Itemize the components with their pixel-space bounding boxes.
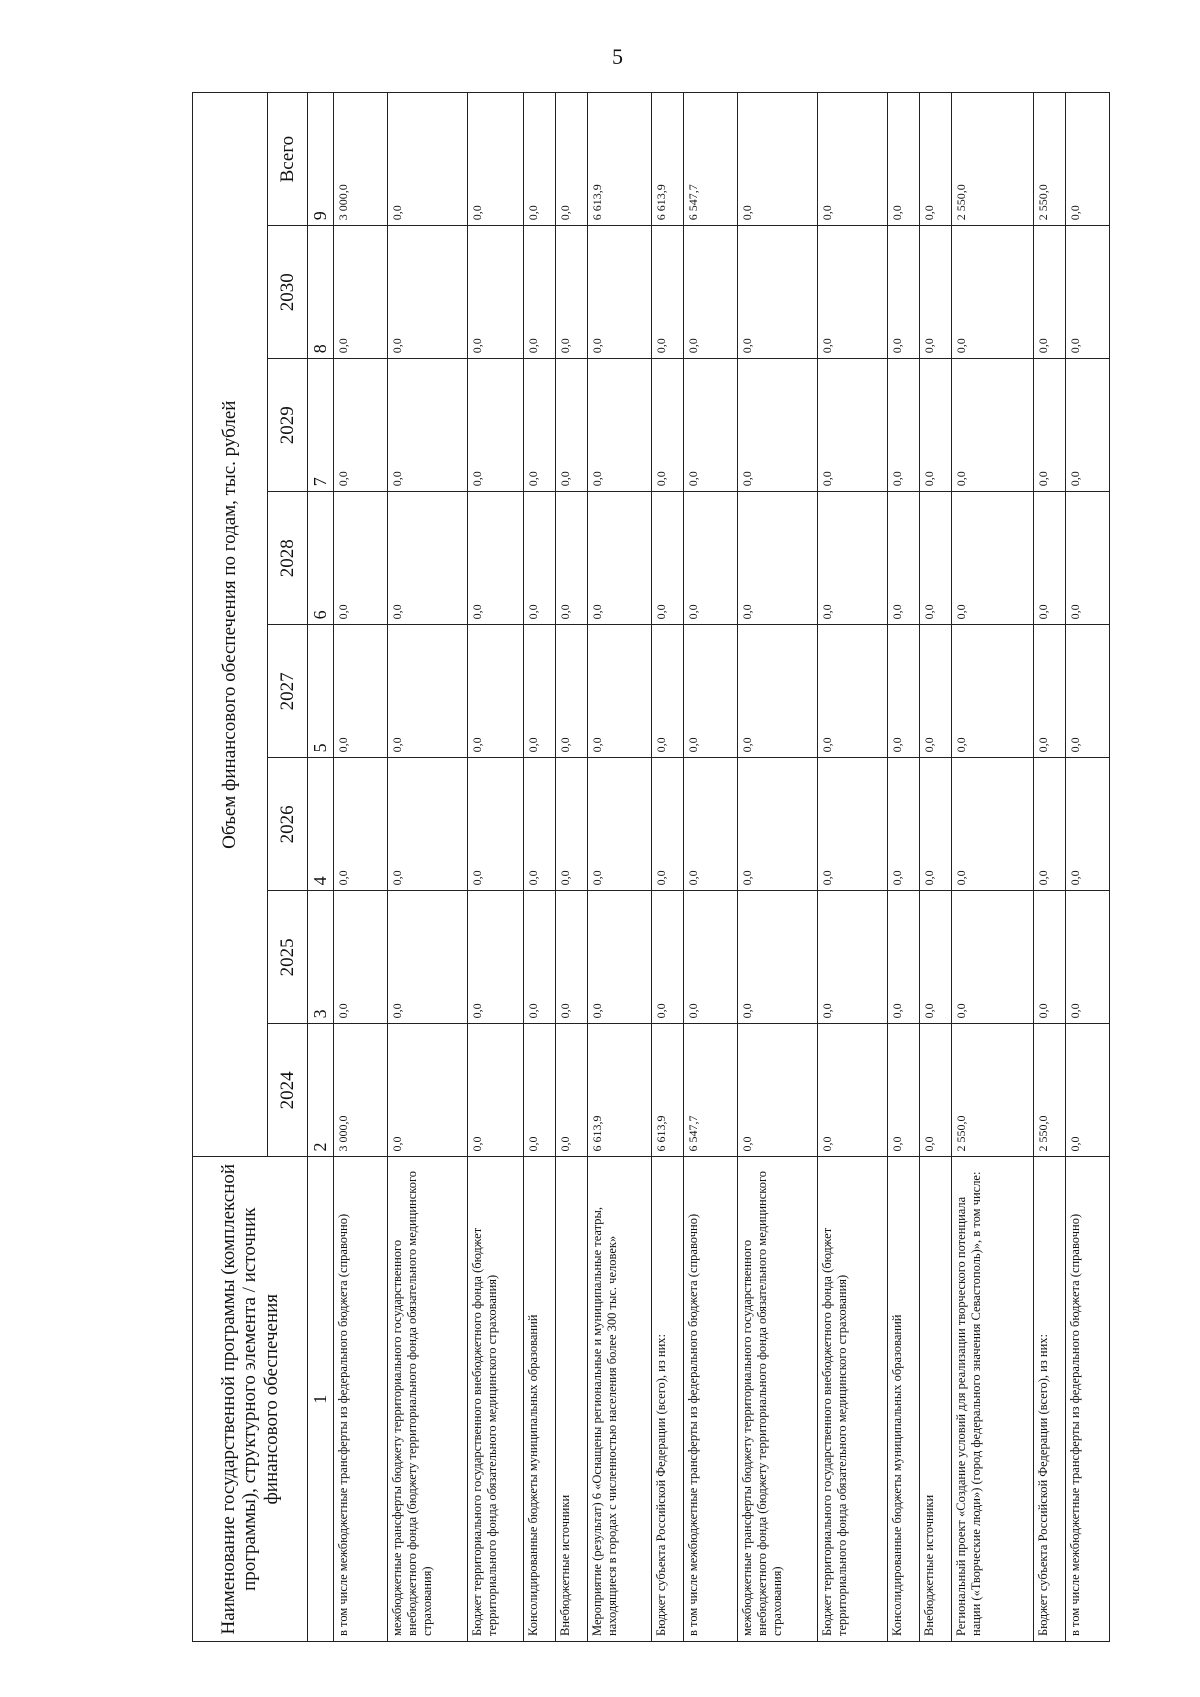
- row-label: Консолидированные бюджеты муниципальных образований: [888, 1157, 920, 1642]
- column-number: 1: [308, 1157, 334, 1642]
- row-value: 0,0: [1034, 625, 1066, 758]
- row-value: 0,0: [468, 625, 524, 758]
- year-header: Всего: [268, 93, 308, 226]
- row-value: 0,0: [556, 758, 588, 891]
- row-value: 0,0: [738, 93, 818, 226]
- row-value: 0,0: [818, 226, 888, 359]
- row-value: 0,0: [588, 492, 652, 625]
- row-value: 0,0: [1034, 891, 1066, 1024]
- row-value: 0,0: [588, 226, 652, 359]
- row-value: 0,0: [388, 1024, 468, 1157]
- row-label: межбюджетные трансферты бюджету территориального государственного внебюджетного фонда (бюджету территориального фонда обязательного медицинского страхования): [738, 1157, 818, 1642]
- row-label: Бюджет территориального государственного внебюджетного фонда (бюджет территориального фонда обязательного медицинского страхования): [818, 1157, 888, 1642]
- row-value: 0,0: [920, 226, 952, 359]
- year-header: 2028: [268, 492, 308, 625]
- row-value: 0,0: [952, 625, 1034, 758]
- table-row: [524, 93, 556, 1642]
- row-value: 6 613,9: [652, 93, 684, 226]
- row-value: 0,0: [334, 758, 388, 891]
- row-label: в том числе межбюджетные трансферты из федерального бюджета (справочно): [1066, 1157, 1110, 1642]
- row-value: 0,0: [888, 758, 920, 891]
- row-value: 0,0: [388, 758, 468, 891]
- row-value: 0,0: [818, 758, 888, 891]
- row-value: 0,0: [684, 891, 738, 1024]
- row-value: 6 613,9: [588, 1024, 652, 1157]
- row-value: 0,0: [588, 625, 652, 758]
- row-value: 0,0: [468, 758, 524, 891]
- row-value: 0,0: [818, 492, 888, 625]
- row-value: 0,0: [1066, 93, 1110, 226]
- row-label: Региональный проект «Создание условий для реализации творческого потенциала нации («Творческие люди») (город федерального значения Севастополь)», в том числе:: [952, 1157, 1034, 1642]
- row-value: 0,0: [1034, 359, 1066, 492]
- row-value: 0,0: [468, 1024, 524, 1157]
- table-row: [818, 93, 888, 1642]
- row-value: 0,0: [524, 93, 556, 226]
- row-value: 0,0: [388, 891, 468, 1024]
- row-value: 0,0: [738, 758, 818, 891]
- column-number: 7: [308, 359, 334, 492]
- row-value: 0,0: [684, 625, 738, 758]
- row-value: 0,0: [334, 492, 388, 625]
- row-value: 0,0: [920, 758, 952, 891]
- column-number: 5: [308, 625, 334, 758]
- row-value: 0,0: [818, 93, 888, 226]
- row-value: 0,0: [888, 1024, 920, 1157]
- row-value: 2 550,0: [1034, 1024, 1066, 1157]
- table-row: [888, 93, 920, 1642]
- row-value: 0,0: [388, 359, 468, 492]
- row-value: 0,0: [1066, 891, 1110, 1024]
- row-value: 0,0: [588, 891, 652, 1024]
- row-value: 0,0: [952, 891, 1034, 1024]
- row-value: 0,0: [738, 359, 818, 492]
- row-value: 0,0: [888, 891, 920, 1024]
- column-number: 4: [308, 758, 334, 891]
- row-value: 0,0: [818, 891, 888, 1024]
- row-value: 0,0: [588, 758, 652, 891]
- row-value: 0,0: [524, 492, 556, 625]
- column-number: 3: [308, 891, 334, 1024]
- row-value: 0,0: [684, 758, 738, 891]
- row-value: 2 550,0: [1034, 93, 1066, 226]
- table-row: [684, 93, 738, 1642]
- row-label: Внебюджетные источники: [920, 1157, 952, 1642]
- table-row: [1034, 93, 1066, 1642]
- row-value: 6 547,7: [684, 1024, 738, 1157]
- row-value: 0,0: [652, 226, 684, 359]
- row-value: 0,0: [334, 891, 388, 1024]
- row-value: 0,0: [468, 492, 524, 625]
- row-value: 6 547,7: [684, 93, 738, 226]
- table-row: [588, 93, 652, 1642]
- table-row: [1066, 93, 1110, 1642]
- row-value: 0,0: [952, 758, 1034, 891]
- row-value: 0,0: [738, 226, 818, 359]
- row-value: 0,0: [524, 1024, 556, 1157]
- row-value: 0,0: [334, 359, 388, 492]
- row-value: 0,0: [1066, 625, 1110, 758]
- column-number: 9: [308, 93, 334, 226]
- row-value: 0,0: [556, 492, 588, 625]
- row-value: 0,0: [952, 359, 1034, 492]
- row-value: 0,0: [888, 359, 920, 492]
- row-label: Бюджет субъекта Российской Федерации (всего), из них:: [1034, 1157, 1066, 1642]
- year-header: 2026: [268, 758, 308, 891]
- row-value: 0,0: [388, 625, 468, 758]
- row-value: 0,0: [556, 93, 588, 226]
- row-label: в том числе межбюджетные трансферты из федерального бюджета (справочно): [334, 1157, 388, 1642]
- row-value: 0,0: [588, 359, 652, 492]
- column-number: 6: [308, 492, 334, 625]
- row-value: 2 550,0: [952, 1024, 1034, 1157]
- rotated-table-container: [192, 92, 1082, 1642]
- column-number: 2: [308, 1024, 334, 1157]
- row-value: 0,0: [524, 625, 556, 758]
- year-header: 2029: [268, 359, 308, 492]
- table-row: [334, 93, 388, 1642]
- row-label: Внебюджетные источники: [556, 1157, 588, 1642]
- table-row: [468, 93, 524, 1642]
- row-value: 0,0: [738, 1024, 818, 1157]
- row-value: 0,0: [556, 359, 588, 492]
- row-value: 0,0: [684, 492, 738, 625]
- row-value: 0,0: [684, 226, 738, 359]
- table-row: [652, 93, 684, 1642]
- row-value: 0,0: [652, 625, 684, 758]
- table-row: [920, 93, 952, 1642]
- year-header: 2027: [268, 625, 308, 758]
- row-value: 0,0: [952, 226, 1034, 359]
- column-number: 8: [308, 226, 334, 359]
- row-value: 0,0: [556, 891, 588, 1024]
- row-value: 6 613,9: [588, 93, 652, 226]
- row-value: 0,0: [468, 93, 524, 226]
- row-label: межбюджетные трансферты бюджету территориального государственного внебюджетного фонда (бюджету территориального фонда обязательного медицинского страхования): [388, 1157, 468, 1642]
- row-value: 0,0: [334, 625, 388, 758]
- table-row: [952, 93, 1034, 1642]
- row-value: 0,0: [920, 625, 952, 758]
- row-value: 0,0: [888, 226, 920, 359]
- row-value: 0,0: [388, 93, 468, 226]
- row-label: в том числе межбюджетные трансферты из федерального бюджета (справочно): [684, 1157, 738, 1642]
- year-header: 2030: [268, 226, 308, 359]
- row-value: 0,0: [556, 226, 588, 359]
- row-value: 0,0: [388, 226, 468, 359]
- row-value: 0,0: [652, 359, 684, 492]
- year-header: 2024: [268, 1024, 308, 1157]
- row-value: 0,0: [388, 492, 468, 625]
- page-number: 5: [612, 44, 623, 69]
- row-value: 0,0: [920, 359, 952, 492]
- row-value: 0,0: [468, 359, 524, 492]
- table-body: [334, 93, 1110, 1642]
- row-value: 0,0: [1034, 226, 1066, 359]
- row-value: 0,0: [1066, 492, 1110, 625]
- header-row-column-numbers: [308, 93, 334, 1642]
- row-value: 0,0: [524, 891, 556, 1024]
- table-row: [388, 93, 468, 1642]
- row-value: 0,0: [1066, 359, 1110, 492]
- row-label: Мероприятие (результат) 6 «Оснащены региональные и муниципальные театры, находящиеся в городах с численностью населения более 300 тыс. человек»: [588, 1157, 652, 1642]
- row-value: 0,0: [524, 226, 556, 359]
- row-value: 0,0: [888, 492, 920, 625]
- row-value: 0,0: [738, 492, 818, 625]
- row-value: 0,0: [738, 625, 818, 758]
- row-value: 0,0: [818, 625, 888, 758]
- row-value: 0,0: [818, 1024, 888, 1157]
- row-value: 0,0: [888, 625, 920, 758]
- row-label: Бюджет территориального государственного внебюджетного фонда (бюджет территориального фонда обязательного медицинского страхования): [468, 1157, 524, 1642]
- row-value: 0,0: [920, 891, 952, 1024]
- row-label: Консолидированные бюджеты муниципальных образований: [524, 1157, 556, 1642]
- row-value: 6 613,9: [652, 1024, 684, 1157]
- row-value: 0,0: [468, 891, 524, 1024]
- volume-group-header: Объем финансового обеспечения по годам, тыс. рублей: [193, 93, 268, 1157]
- row-value: 0,0: [1034, 492, 1066, 625]
- row-value: 0,0: [334, 226, 388, 359]
- row-value: 0,0: [556, 1024, 588, 1157]
- row-value: 0,0: [952, 492, 1034, 625]
- row-value: 0,0: [1034, 758, 1066, 891]
- header-row-group: [193, 93, 268, 1642]
- row-value: 0,0: [524, 359, 556, 492]
- table-row: [556, 93, 588, 1642]
- financing-table: [192, 92, 1110, 1642]
- year-header: 2025: [268, 891, 308, 1024]
- row-value: 0,0: [524, 758, 556, 891]
- row-value: 0,0: [1066, 758, 1110, 891]
- row-value: 0,0: [652, 758, 684, 891]
- row-value: 0,0: [738, 891, 818, 1024]
- row-value: 3 000,0: [334, 1024, 388, 1157]
- row-value: 0,0: [920, 492, 952, 625]
- row-value: 0,0: [920, 1024, 952, 1157]
- row-value: 0,0: [888, 93, 920, 226]
- row-value: 0,0: [556, 625, 588, 758]
- row-label: Бюджет субъекта Российской Федерации (всего), из них:: [652, 1157, 684, 1642]
- row-value: 0,0: [652, 891, 684, 1024]
- row-value: 0,0: [1066, 1024, 1110, 1157]
- row-value: 0,0: [652, 492, 684, 625]
- row-value: 3 000,0: [334, 93, 388, 226]
- row-value: 0,0: [920, 93, 952, 226]
- row-value: 0,0: [1066, 226, 1110, 359]
- table-row: [738, 93, 818, 1642]
- row-value: 2 550,0: [952, 93, 1034, 226]
- name-column-header: Наименование государственной программы (комплексной программы), структурного элемента / источник финансового обеспечения: [193, 1157, 308, 1642]
- row-value: 0,0: [684, 359, 738, 492]
- row-value: 0,0: [818, 359, 888, 492]
- row-value: 0,0: [468, 226, 524, 359]
